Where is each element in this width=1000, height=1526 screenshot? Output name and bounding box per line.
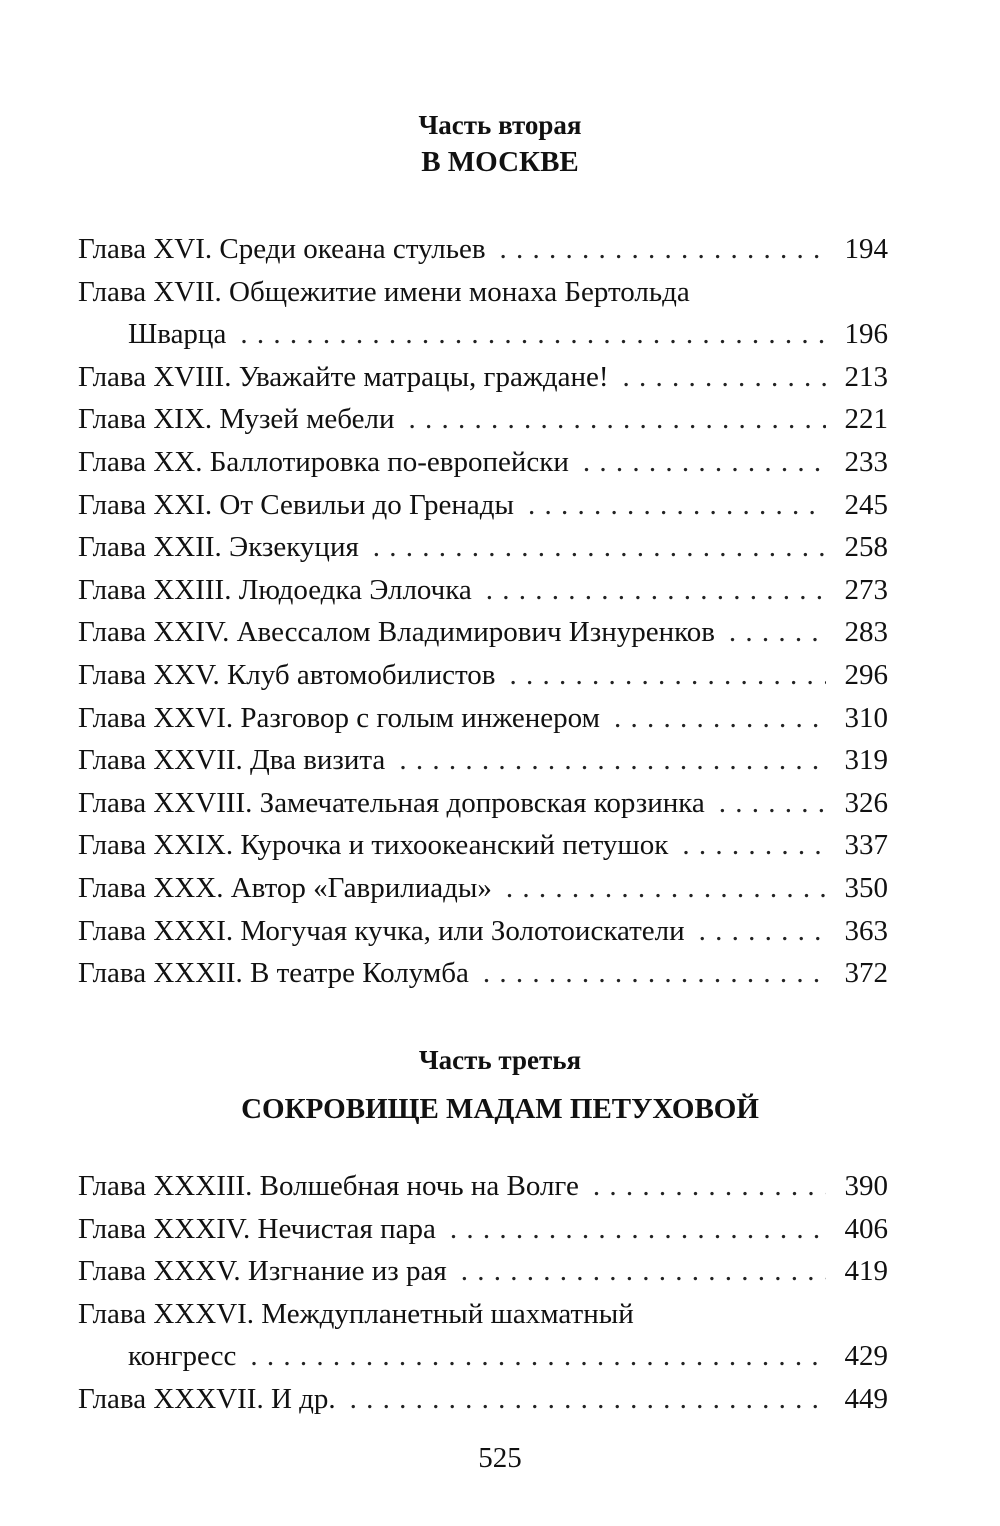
chapter-title: Глава XVII. Общежитие имени монаха Бертольда [78, 275, 690, 308]
page-reference: 449 [844, 1382, 888, 1415]
toc-entry [78, 1293, 888, 1378]
dot-leader [483, 952, 826, 995]
page-reference: 196 [844, 318, 888, 351]
toc-line [78, 569, 888, 612]
dot-leader [373, 526, 826, 569]
toc-entry [78, 484, 888, 527]
page-number: 525 [478, 1442, 522, 1474]
toc-line [78, 782, 888, 825]
toc-line [78, 952, 888, 995]
chapter-title: Глава XX. Баллотировка по-европейски [78, 445, 569, 478]
toc-entry [78, 824, 888, 867]
toc-line [78, 867, 888, 910]
page-reference: 372 [844, 957, 888, 990]
page-reference: 319 [844, 744, 888, 777]
toc-line [78, 484, 888, 527]
page-reference: 310 [844, 701, 888, 734]
page-reference: 283 [844, 616, 888, 649]
chapter-title: Глава XXXI. Могучая кучка, или Золотоискатели [78, 914, 685, 947]
toc-entry [78, 441, 888, 484]
chapter-title: Глава XXVII. Два визита [78, 744, 386, 777]
part-label: Часть третья [418, 1045, 582, 1075]
dot-leader [623, 356, 826, 399]
toc-list [78, 228, 888, 995]
toc-line [78, 228, 888, 271]
dot-leader [461, 1250, 826, 1293]
chapter-title: Глава XXX. Автор «Гаврилиады» [78, 871, 492, 904]
page-reference: 245 [844, 488, 888, 521]
dot-leader [486, 569, 826, 612]
toc-entry [78, 1250, 888, 1293]
dot-leader [593, 1165, 826, 1208]
chapter-title: Глава XXXII. В театре Колумба [78, 957, 469, 990]
toc-entry [78, 611, 888, 654]
page-reference: 390 [844, 1170, 888, 1202]
page-reference: 233 [844, 445, 888, 478]
chapter-title: Глава XXIV. Авессалом Владимирович Изнуренков [78, 616, 715, 649]
toc-line [78, 441, 888, 484]
dot-leader [250, 1335, 826, 1378]
page-reference: 273 [844, 573, 888, 606]
toc-entry [78, 739, 888, 782]
page-reference: 194 [844, 233, 888, 265]
toc-entry [78, 952, 888, 995]
toc-line [78, 910, 888, 953]
dot-leader [399, 739, 826, 782]
toc-line [78, 526, 888, 569]
part-heading [0, 1045, 1000, 1125]
toc-entry [78, 356, 888, 399]
toc-entry [78, 782, 888, 825]
toc-line [78, 1208, 888, 1251]
toc-entry [78, 654, 888, 697]
part-heading [0, 110, 1000, 178]
toc-line [78, 313, 888, 356]
dot-leader [450, 1208, 826, 1251]
toc-line [78, 398, 888, 441]
dot-leader [614, 697, 826, 740]
toc-line [78, 1293, 888, 1336]
chapter-title: Глава XXIX. Курочка и тихоокеанский петушок [78, 829, 669, 862]
part-title: В МОСКВЕ [421, 146, 579, 178]
toc-line [78, 611, 888, 654]
toc-line [78, 739, 888, 782]
page-reference: 350 [844, 871, 888, 904]
chapter-title: Глава XXIII. Людоедка Эллочка [78, 573, 472, 606]
toc-line [78, 271, 888, 314]
dot-leader [719, 782, 826, 825]
dot-leader [528, 484, 826, 527]
page-reference: 213 [844, 360, 888, 393]
dot-leader [682, 824, 826, 867]
page-reference: 363 [844, 914, 888, 947]
toc-entry [78, 910, 888, 953]
page-reference: 419 [844, 1255, 888, 1288]
page-reference: 221 [844, 403, 888, 436]
toc-line [78, 1250, 888, 1293]
chapter-title: Глава XXVIII. Замечательная допровская корзинка [78, 786, 705, 819]
dot-leader [500, 228, 826, 271]
toc-line [78, 824, 888, 867]
toc-entry [78, 697, 888, 740]
toc-line [78, 1165, 888, 1208]
dot-leader [583, 441, 826, 484]
part-title: СОКРОВИЩЕ МАДАМ ПЕТУХОВОЙ [241, 1093, 759, 1125]
toc-entry [78, 1208, 888, 1251]
toc-entry [78, 228, 888, 271]
chapter-title: Глава XXI. От Севильи до Гренады [78, 488, 514, 521]
page-reference: 326 [844, 786, 888, 819]
toc-entry [78, 271, 888, 356]
toc-line [78, 654, 888, 697]
dot-leader [240, 313, 826, 356]
chapter-title: Глава XXII. Экзекуция [78, 531, 359, 564]
chapter-title: Глава XXXIV. Нечистая пара [78, 1212, 436, 1245]
chapter-title: Глава XIX. Музей мебели [78, 403, 395, 436]
toc-list [78, 1165, 888, 1421]
toc-entry [78, 867, 888, 910]
toc-line [78, 356, 888, 399]
toc-entry [78, 526, 888, 569]
page-reference: 429 [844, 1340, 888, 1373]
chapter-title: Глава XXXV. Изгнание из рая [78, 1255, 447, 1288]
chapter-title-continuation: Шварца [128, 318, 227, 351]
chapter-title: Глава XXXVII. И др. [78, 1382, 336, 1415]
toc-entry [78, 398, 888, 441]
chapter-title: Глава XVIII. Уважайте матрацы, граждане! [78, 360, 609, 393]
page-reference: 406 [844, 1212, 888, 1245]
chapter-title: Глава XXXIII. Волшебная ночь на Волге [78, 1170, 579, 1202]
dot-leader [409, 398, 826, 441]
part-label: Часть вторая [418, 110, 582, 140]
toc-line [78, 1378, 888, 1421]
dot-leader [509, 654, 826, 697]
dot-leader [506, 867, 826, 910]
toc-entry [78, 569, 888, 612]
toc-line [78, 1335, 888, 1378]
page-reference: 258 [844, 531, 888, 564]
chapter-title: Глава XXXVI. Междупланетный шахматный [78, 1297, 634, 1330]
dot-leader [350, 1378, 826, 1421]
toc-entry [78, 1378, 888, 1421]
dot-leader [729, 611, 826, 654]
page-reference: 337 [844, 829, 888, 862]
chapter-title: Глава XVI. Среди океана стульев [78, 233, 486, 265]
toc-line [78, 697, 888, 740]
chapter-title: Глава XXVI. Разговор с голым инженером [78, 701, 600, 734]
dot-leader [699, 910, 826, 953]
chapter-title-continuation: конгресс [128, 1340, 237, 1373]
chapter-title: Глава XXV. Клуб автомобилистов [78, 658, 496, 691]
page-reference: 296 [844, 658, 888, 691]
toc-entry [78, 1165, 888, 1208]
